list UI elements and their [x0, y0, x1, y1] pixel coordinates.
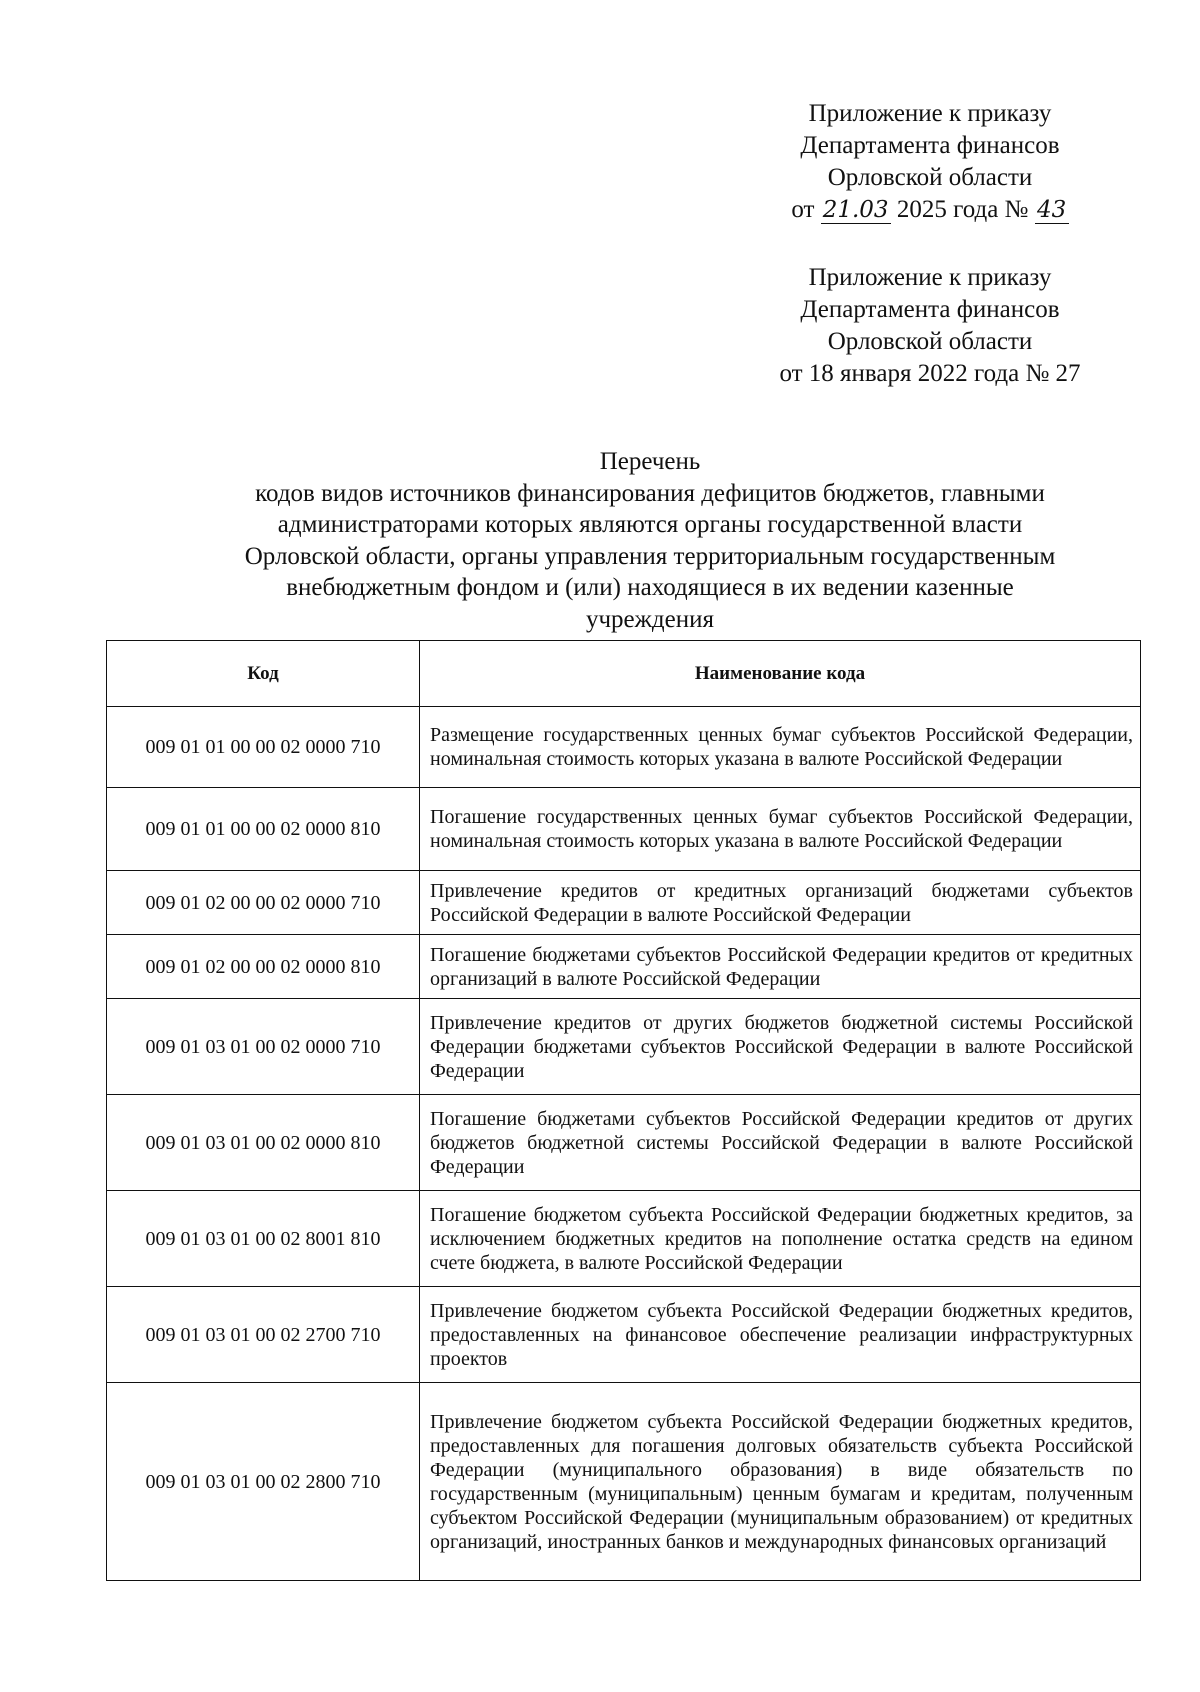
original-header-line3: Орловской области [827, 328, 1033, 355]
name-cell: Привлечение кредитов от других бюджетов бюджетной системы Российской Федерации бюджетами субъектов Российской Федерации в валюте Российской Федерации [420, 999, 1141, 1095]
title-line4: Орловской области, органы управления территориальным государственным [244, 542, 1056, 570]
code-cell: 009 01 02 00 00 02 0000 810 [107, 935, 420, 999]
table-row [107, 1095, 1141, 1191]
title-line5: внебюджетным фондом и (или) находящиеся в их ведении казенные [286, 574, 1014, 601]
code-cell: 009 01 03 01 00 02 0000 810 [107, 1095, 420, 1191]
table-header-row [107, 641, 1141, 707]
amendment-header-line1: Приложение к приказу [808, 100, 1052, 127]
title-line1: Перечень [599, 448, 701, 475]
name-cell: Погашение бюджетами субъектов Российской Федерации кредитов от других бюджетов бюджетной системы Российской Федерации в валюте Российской Федерации [420, 1095, 1141, 1191]
code-cell: 009 01 03 01 00 02 2800 710 [107, 1383, 420, 1581]
code-cell: 009 01 03 01 00 02 0000 710 [107, 999, 420, 1095]
title-line6: учреждения [585, 605, 714, 633]
table-row [107, 999, 1141, 1095]
table-row [107, 707, 1141, 788]
handwritten-date: 21.03 [822, 197, 889, 223]
table-row [107, 788, 1141, 871]
document-title [100, 446, 1200, 635]
code-cell: 009 01 02 00 00 02 0000 710 [107, 871, 420, 935]
date-prefix: от [791, 196, 815, 223]
name-cell: Привлечение бюджетом субъекта Российской Федерации бюджетных кредитов, предоставленных на финансовое обеспечение реализации инфраструктурных проектов [420, 1287, 1141, 1383]
column-header-code: Код [107, 641, 420, 707]
name-cell: Погашение бюджетами субъектов Российской Федерации кредитов от кредитных организаций в валюте Российской Федерации [420, 935, 1141, 999]
code-cell: 009 01 01 00 00 02 0000 710 [107, 707, 420, 788]
handwritten-number: 43 [1035, 197, 1069, 224]
original-header-line2: Департамента финансов [800, 296, 1060, 323]
code-cell: 009 01 03 01 00 02 2700 710 [107, 1287, 420, 1383]
original-header-line4: от 18 января 2022 года № 27 [779, 360, 1081, 387]
code-cell: 009 01 03 01 00 02 8001 810 [107, 1191, 420, 1287]
original-header-line1: Приложение к приказу [808, 264, 1052, 291]
name-cell: Привлечение бюджетом субъекта Российской Федерации бюджетных кредитов, предоставленных для погашения долговых обязательств субъекта Российской Федерации (муниципального образования) в виде обязательств по государственным (муниципальным) ценным бумагам и кредитам, полученным субъектом Российской Федерации (муниципальным образованием) от кредитных организаций, иностранных банков и международных финансовых организаций [420, 1383, 1141, 1581]
amendment-header-line2: Департамента финансов [800, 132, 1060, 159]
table-row [107, 935, 1141, 999]
amendment-header-line3: Орловской области [827, 164, 1033, 191]
column-header-name: Наименование кода [420, 641, 1141, 707]
name-cell: Погашение бюджетом субъекта Российской Федерации бюджетных кредитов, за исключением бюджетных кредитов на пополнение остатка средств на едином счете бюджета, в валюте Российской Федерации [420, 1191, 1141, 1287]
year-text: 2025 года № [896, 196, 1029, 223]
table-row [107, 1287, 1141, 1383]
name-cell: Размещение государственных ценных бумаг субъектов Российской Федерации, номинальная стоимость которых указана в валюте Российской Федерации [420, 707, 1141, 788]
table-row [107, 1383, 1141, 1581]
name-cell: Привлечение кредитов от кредитных организаций бюджетами субъектов Российской Федерации в валюте Российской Федерации [420, 871, 1141, 935]
code-cell: 009 01 01 00 00 02 0000 810 [107, 788, 420, 871]
amendment-header [700, 98, 1160, 226]
table-row [107, 871, 1141, 935]
table-row [107, 1191, 1141, 1287]
codes-table [106, 640, 1141, 1581]
name-cell: Погашение государственных ценных бумаг субъектов Российской Федерации, номинальная стоимость которых указана в валюте Российской Федерации [420, 788, 1141, 871]
amendment-header-date-line [700, 194, 1160, 226]
original-header [700, 262, 1160, 390]
title-line3: администраторами которых являются органы государственной власти [277, 511, 1023, 538]
title-line2: кодов видов источников финансирования дефицитов бюджетов, главными [255, 479, 1045, 507]
